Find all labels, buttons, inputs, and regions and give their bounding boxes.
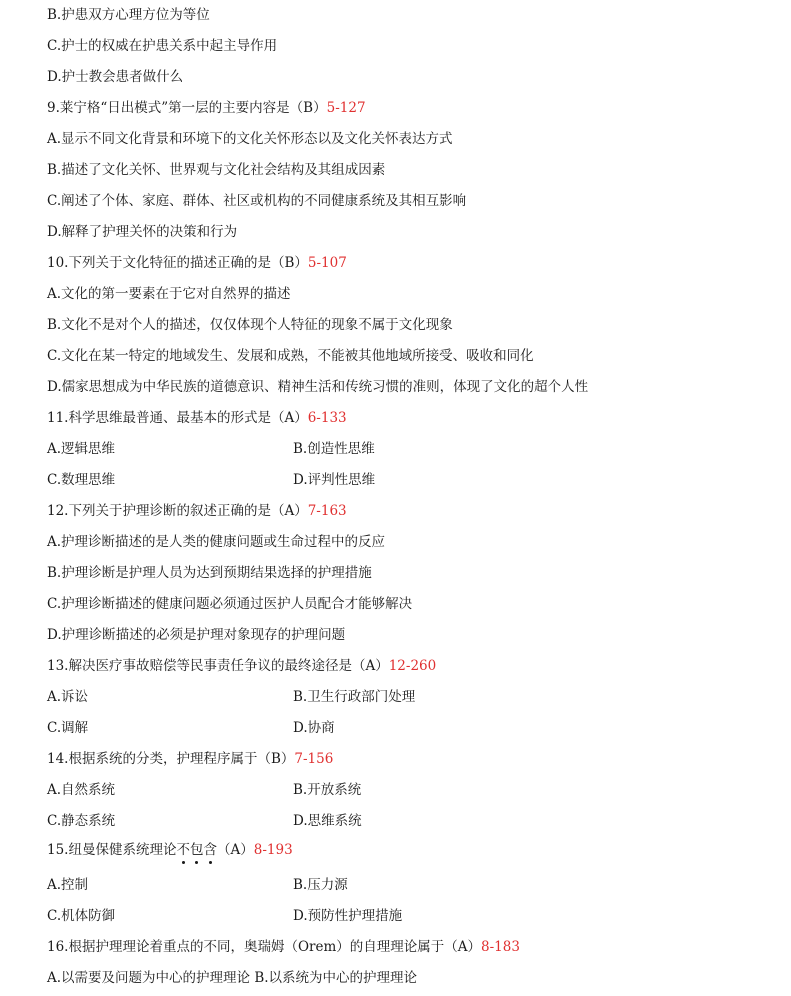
emphasis-char: 不 [176, 842, 190, 858]
q9-option-b: B.描述了文化关怀、世界观与文化社会结构及其组成因素 [47, 162, 386, 178]
q14-option-b: B.开放系统 [293, 782, 362, 798]
q9-option-a: A.显示不同文化背景和环境下的文化关怀形态以及文化关怀表达方式 [47, 131, 453, 147]
question-11-text: 11.科学思维最普通、最基本的形式是（A） [47, 410, 308, 426]
q12-option-a: A.护理诊断描述的是人类的健康问题或生命过程中的反应 [47, 534, 386, 550]
q8-option-b: B.护患双方心理方位为等位 [47, 7, 210, 23]
q11-option-d: D.评判性思维 [293, 472, 376, 488]
question-9 [47, 99, 366, 117]
question-15 [47, 841, 293, 859]
q10-option-c: C.文化在某一特定的地域发生、发展和成熟，不能被其他地域所接受、吸收和同化 [47, 348, 534, 364]
q10-option-b: B.文化不是对个人的描述，仅仅体现个人特征的现象不属于文化现象 [47, 317, 453, 333]
q15-option-b: B.压力源 [293, 877, 348, 893]
question-14-reference: 7-156 [294, 751, 334, 767]
q10-option-d: D.儒家思想成为中华民族的道德意识、精神生活和传统习惯的准则，体现了文化的超个人性 [47, 379, 589, 395]
q13-option-c: C.调解 [47, 720, 89, 736]
question-15-answer: （A） [216, 842, 254, 858]
question-9-text: 9.莱宁格“日出模式”第一层的主要内容是（B） [47, 100, 327, 116]
q13-option-a: A.诉讼 [47, 689, 89, 705]
q12-option-d: D.护理诊断描述的必须是护理对象现存的护理问题 [47, 627, 346, 643]
q16-options-ab: A.以需要及问题为中心的护理理论 B.以系统为中心的护理理论 [47, 970, 418, 986]
q14-option-c: C.静态系统 [47, 813, 116, 829]
q15-option-a: A.控制 [47, 877, 89, 893]
question-12 [47, 502, 347, 520]
emphasis-char: 含 [203, 842, 217, 858]
question-12-text: 12.下列关于护理诊断的叙述正确的是（A） [47, 503, 308, 519]
question-16-text: 16.根据护理理论着重点的不同，奥瑞姆（Orem）的自理理论属于（A） [47, 939, 482, 955]
q13-option-d: D.协商 [293, 720, 335, 736]
q15-option-d: D.预防性护理措施 [293, 908, 403, 924]
question-11 [47, 409, 347, 427]
q8-option-d: D.护士教会患者做什么 [47, 69, 184, 85]
question-14-text: 14.根据系统的分类，护理程序属于（B） [47, 751, 295, 767]
q11-option-b: B.创造性思维 [293, 441, 375, 457]
q8-option-c: C.护士的权威在护患关系中起主导作用 [47, 38, 278, 54]
q12-option-b: B.护理诊断是护理人员为达到预期结果选择的护理措施 [47, 565, 372, 581]
question-9-reference: 5-127 [326, 100, 366, 116]
q12-option-c: C.护理诊断描述的健康问题必须通过医护人员配合才能够解决 [47, 596, 413, 612]
question-10-reference: 5-107 [307, 255, 347, 271]
question-14 [47, 750, 333, 768]
q10-option-a: A.文化的第一要素在于它对自然界的描述 [47, 286, 291, 302]
q14-option-a: A.自然系统 [47, 782, 116, 798]
emphasis-char: 包 [189, 842, 204, 858]
q15-option-c: C.机体防御 [47, 908, 116, 924]
q9-option-c: C.阐述了个体、家庭、群体、社区或机构的不同健康系统及其相互影响 [47, 193, 467, 209]
q13-option-b: B.卫生行政部门处理 [293, 689, 416, 705]
question-15-text: 15.纽曼保健系统理论 [47, 842, 177, 858]
question-13-text: 13.解决医疗事故赔偿等民事责任争议的最终途径是（A） [47, 658, 389, 674]
q11-option-a: A.逻辑思维 [47, 441, 116, 457]
question-10 [47, 254, 347, 272]
question-11-reference: 6-133 [307, 410, 347, 426]
question-13 [47, 657, 436, 675]
q11-option-c: C.数理思维 [47, 472, 116, 488]
question-15-reference: 8-193 [253, 842, 293, 858]
q14-option-d: D.思维系统 [293, 813, 362, 829]
question-16-reference: 8-183 [481, 939, 520, 955]
question-12-reference: 7-163 [307, 503, 347, 519]
question-16 [47, 938, 520, 956]
q9-option-d: D.解释了护理关怀的决策和行为 [47, 224, 238, 240]
question-10-text: 10.下列关于文化特征的描述正确的是（B） [47, 255, 308, 271]
question-13-reference: 12-260 [388, 658, 437, 674]
